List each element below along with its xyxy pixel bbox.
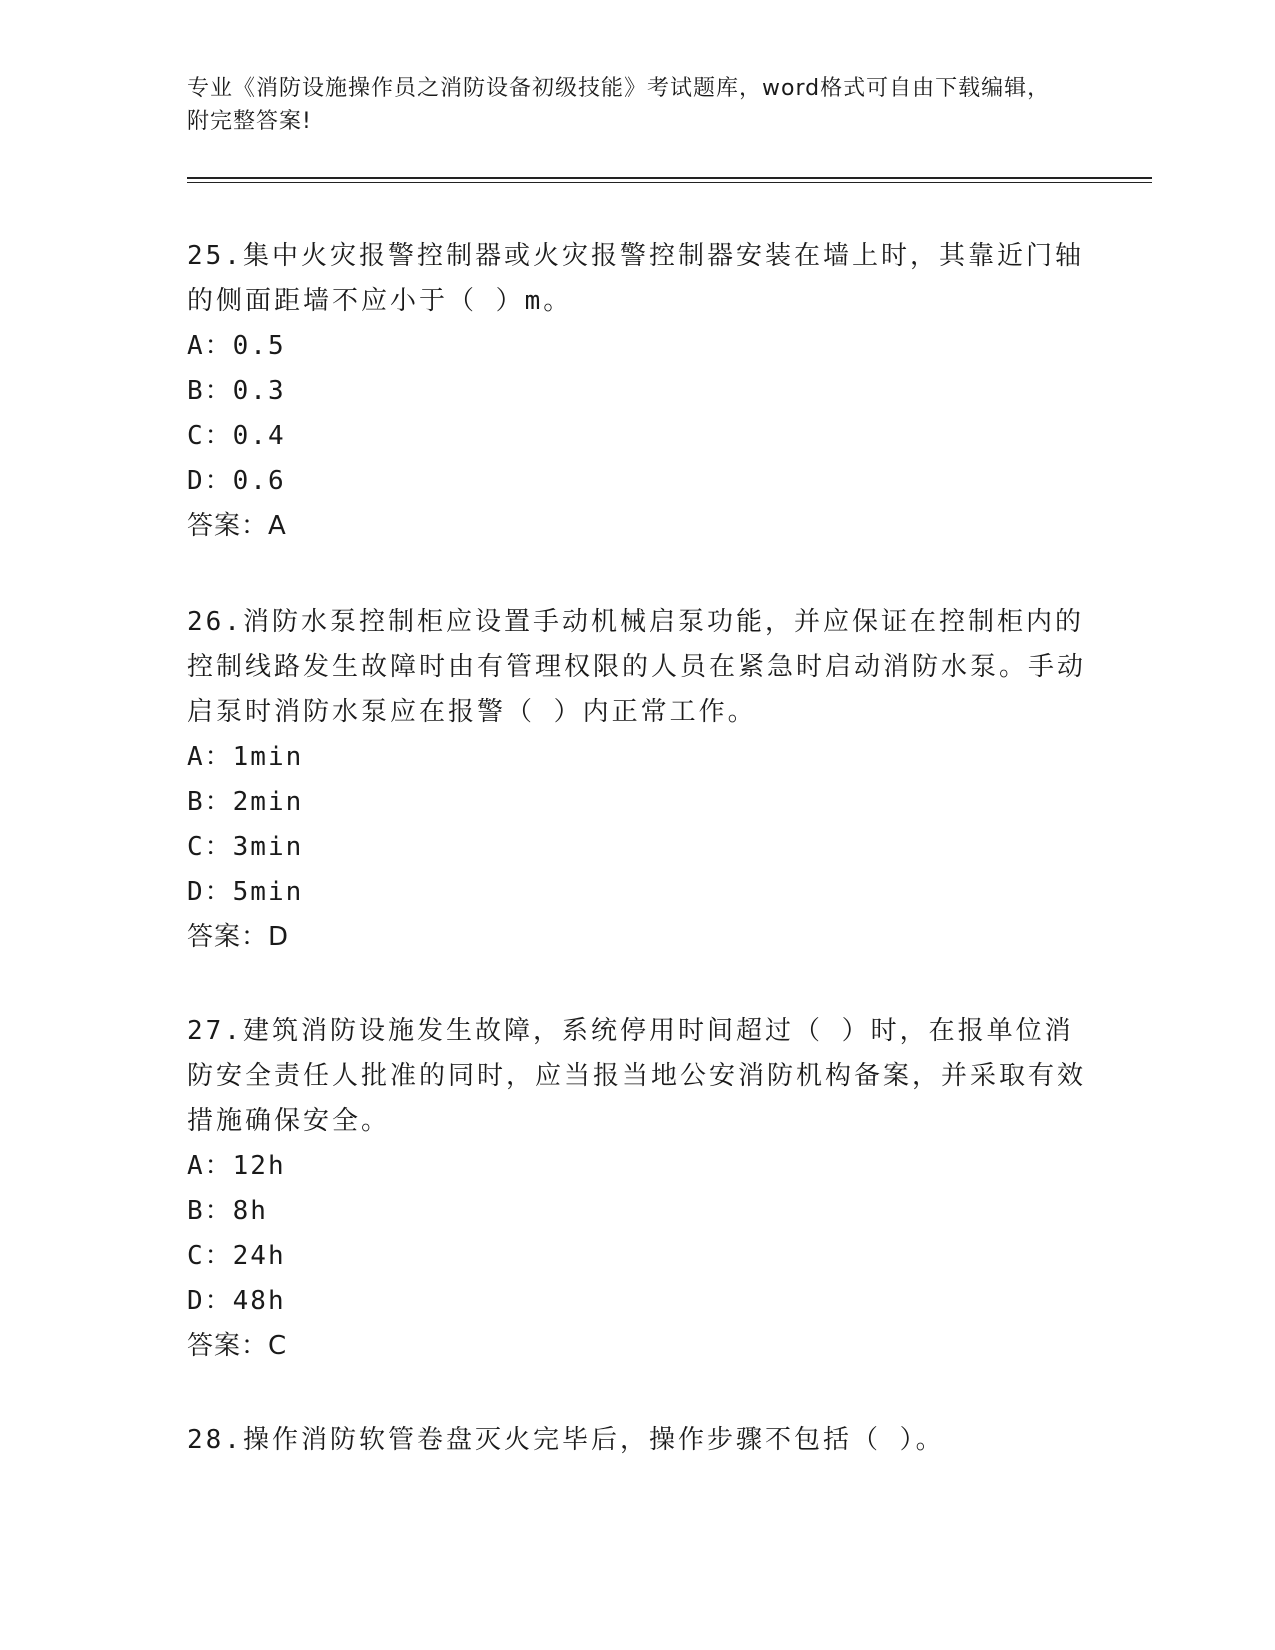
- option-b: B：0.3: [187, 376, 286, 406]
- question-26: [187, 600, 1087, 960]
- header-rule-thin: [187, 182, 1152, 183]
- header-rule-thick: [187, 177, 1152, 179]
- document-header: 专业《消防设施操作员之消防设备初级技能》考试题库，word格式可自由下载编辑，附完整答案!: [187, 76, 1051, 134]
- option-b: B：8h: [187, 1196, 268, 1226]
- question-stem: 28.操作消防软管卷盘灭火完毕后，操作步骤不包括（ ）。: [187, 1425, 945, 1455]
- option-d: D：5min: [187, 877, 304, 907]
- question-27: [187, 1009, 1087, 1369]
- question-28: [187, 1418, 1087, 1463]
- answer: 答案：A: [187, 511, 287, 541]
- question-25: [187, 234, 1087, 549]
- option-d: D：0.6: [187, 466, 286, 496]
- answer: 答案：C: [187, 1331, 288, 1361]
- option-d: D：48h: [187, 1286, 286, 1316]
- option-a: A：1min: [187, 742, 304, 772]
- question-stem: 27.建筑消防设施发生故障，系统停用时间超过（ ）时，在报单位消防安全责任人批准的同时，应当报当地公安消防机构备案，并采取有效措施确保安全。: [187, 1016, 1087, 1136]
- answer: 答案：D: [187, 922, 290, 952]
- question-stem: 25.集中火灾报警控制器或火灾报警控制器安装在墙上时，其靠近门轴的侧面距墙不应小于（ ）m。: [187, 241, 1084, 316]
- option-c: C：3min: [187, 832, 304, 862]
- question-stem: 26.消防水泵控制柜应设置手动机械启泵功能，并应保证在控制柜内的控制线路发生故障时由有管理权限的人员在紧急时启动消防水泵。手动启泵时消防水泵应在报警（ ）内正常工作。: [187, 607, 1087, 727]
- option-c: C：24h: [187, 1241, 286, 1271]
- option-a: A：12h: [187, 1151, 286, 1181]
- option-a: A：0.5: [187, 331, 286, 361]
- option-b: B：2min: [187, 787, 304, 817]
- option-c: C：0.4: [187, 421, 286, 451]
